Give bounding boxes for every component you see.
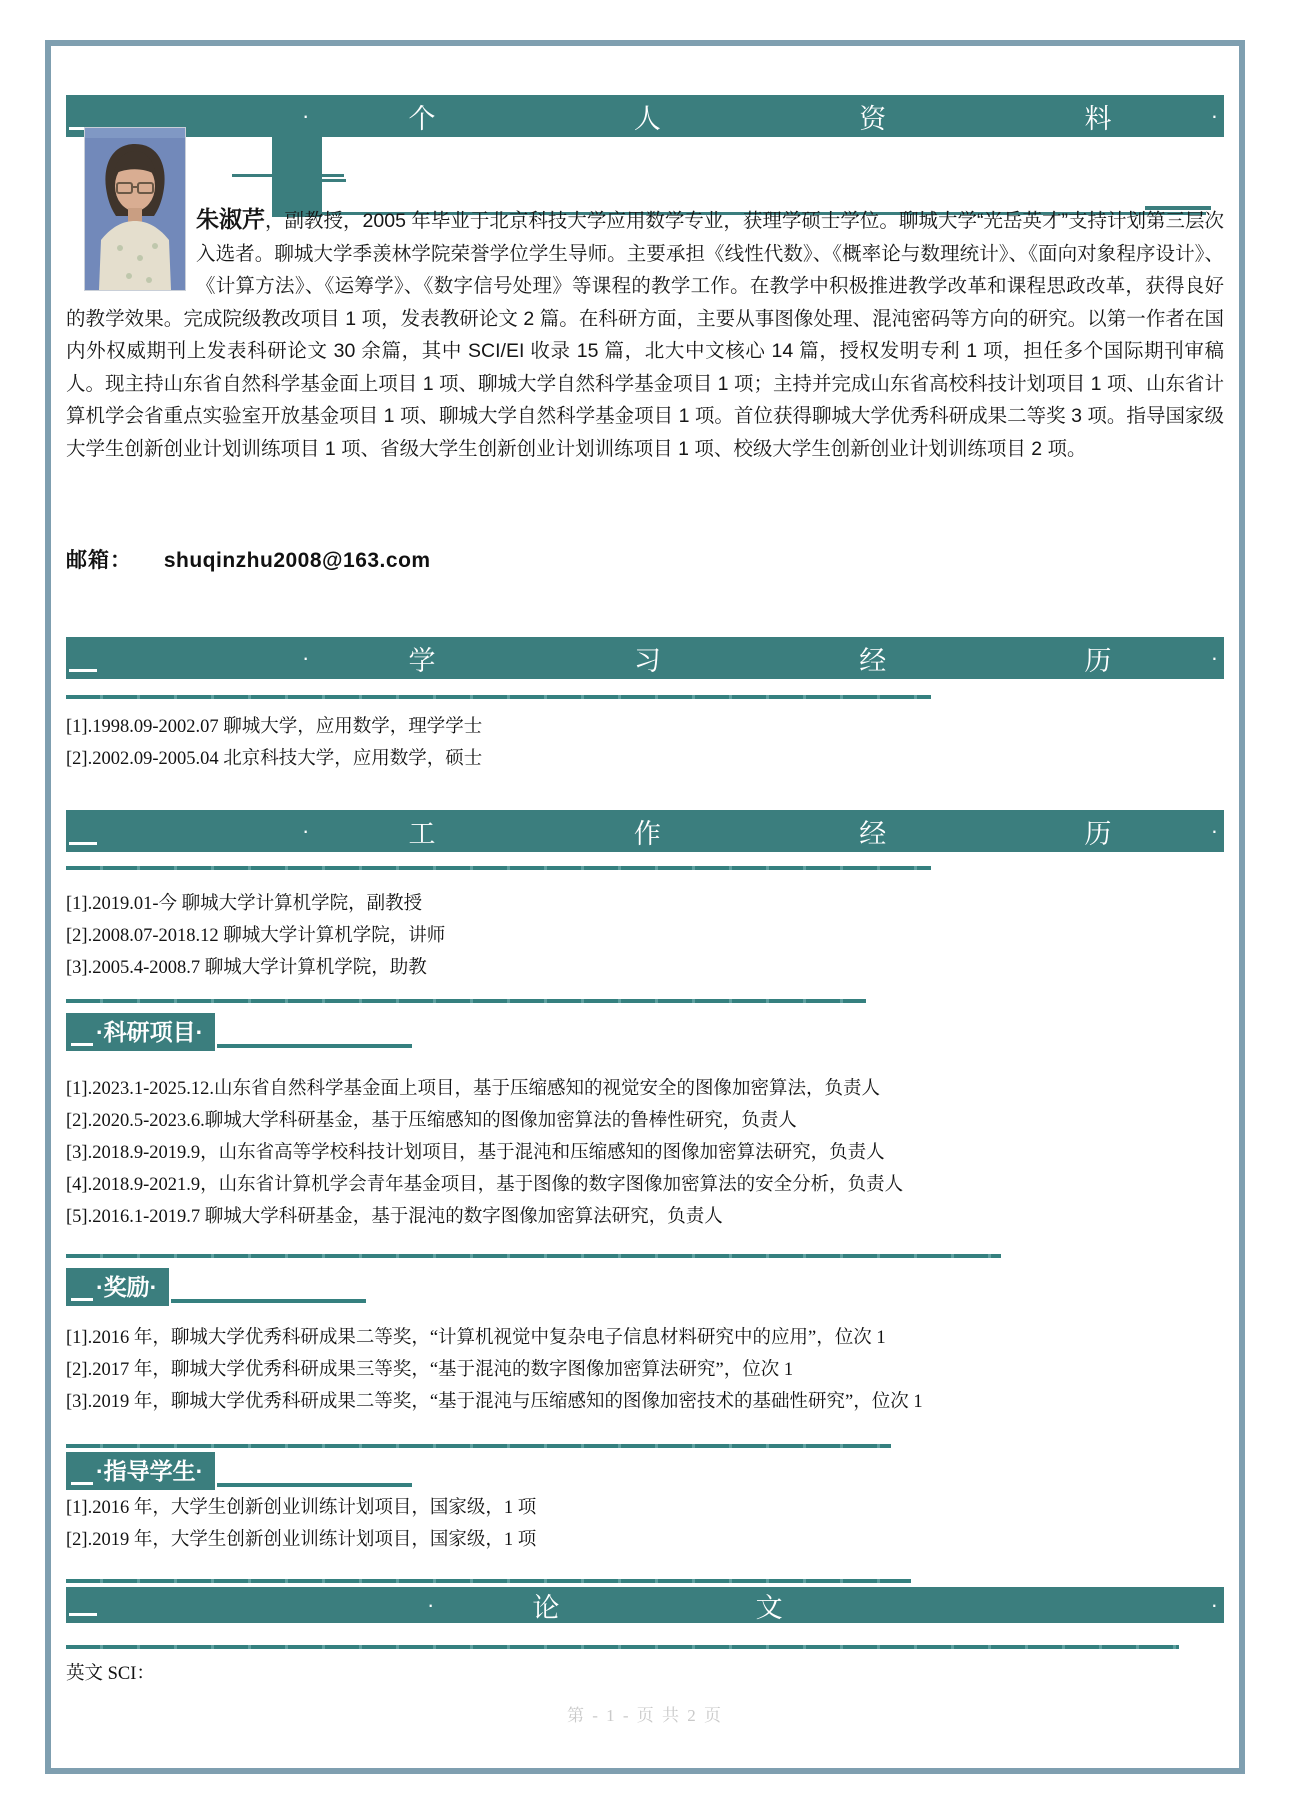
- email-value: shuqinzhu2008@163.com: [163, 549, 431, 572]
- band-char: 论: [532, 1592, 560, 1623]
- personal-info-band: [66, 95, 1224, 137]
- projects-list: [66, 1073, 1224, 1233]
- profile-section: [66, 137, 1224, 465]
- award-item: [2].2017 年，聊城大学优秀科研成果三等奖，“基于混沌的数字图像加密算法研究”，位次 1: [66, 1360, 794, 1380]
- education-item: [2].2002.09-2005.04 北京科技大学，应用数学，硕士: [66, 749, 483, 769]
- divider-line: [66, 1579, 911, 1583]
- document-page-frame: [45, 40, 1245, 1774]
- awards-list: [66, 1322, 1224, 1418]
- band-dot: ·: [427, 1592, 435, 1617]
- band-char: 经: [859, 645, 887, 676]
- page-number: 第 - 1 - 页 共 2 页: [566, 1706, 724, 1725]
- band-char: 经: [859, 818, 887, 849]
- divider-line: [66, 695, 931, 699]
- band-char: 料: [1084, 103, 1112, 134]
- band-char: 习: [633, 645, 661, 676]
- band-underscore-decoration: [69, 669, 97, 672]
- student-item: [1].2016 年，大学生创新创业训练计划项目，国家级，1 项: [66, 1498, 537, 1518]
- project-item: [5].2016.1-2019.7 聊城大学科研基金，基于混沌的数字图像加密算法研究，负责人: [66, 1207, 723, 1227]
- work-item: [3].2005.4-2008.7 聊城大学计算机学院，助教: [66, 958, 427, 978]
- divider-line: [66, 1645, 1179, 1649]
- education-band: [66, 637, 1224, 679]
- band-dot: ·: [1210, 645, 1219, 670]
- work-band: [66, 810, 1224, 852]
- band-char: 个: [408, 103, 436, 134]
- band-dot: ·: [302, 818, 310, 843]
- portrait-illustration: [85, 128, 185, 290]
- band-dot: ·: [1210, 818, 1219, 843]
- band-char: 学: [408, 645, 436, 676]
- education-list: [66, 711, 1224, 775]
- bio-paragraph: [66, 137, 1224, 465]
- projects-section-header: [66, 1013, 1224, 1051]
- bio-text: ，副教授，2005 年毕业于北京科技大学应用数学专业，获理学硕士学位。聊城大学“光岳英才”支持计划第三层次入选者。聊城大学季羡林学院荣誉学位学生导师。主要承担《线性代数》、《概率论与数理统计》、《面向对象程序设计》、《计算方法》、《运筹学》、《数字信号处理》等课程的教学工作。在教学中积极推进教学改革和课程思政改革，获得良好的教学效果。完成院级教改项目 1 项，发表教研论文 2 篇。在科研方面，主要从事图像处理、混沌密码等方向的研究。以第一作者在国内外权威期刊上发表科研论文 30 余篇，其中 SCI/EI 收录 15 篇，北大中文核心 14 篇，授权发明专利 1 项，担任多个国际期刊审稿人。现主持山东省自然科学基金面上项目 1 项、聊城大学自然科学基金项目 1 项；主持并完成山东省高校科技计划项目 1 项、山东省计算机学会省重点实验室开放基金项目 1 项、聊城大学自然科学基金项目 1 项。首位获得聊城大学优秀科研成果二等奖 3 项。指导国家级大学生创新创业计划训练项目 1 项、省级大学生创新创业计划训练项目 1 项、校级大学生创新创业计划训练项目 2 项。: [66, 210, 1224, 460]
- email-row: [66, 547, 1224, 575]
- band-char: 文: [755, 1592, 783, 1623]
- band-underscore-decoration: [69, 1613, 97, 1616]
- title-underline-decoration: [217, 1044, 412, 1048]
- student-item: [2].2019 年，大学生创新创业训练计划项目，国家级，1 项: [66, 1530, 537, 1550]
- page-content: [51, 46, 1239, 1768]
- project-item: [3].2018.9-2019.9，山东省高等学校科技计划项目，基于混沌和压缩感知的图像加密算法研究，负责人: [66, 1143, 885, 1163]
- work-item: [2].2008.07-2018.12 聊城大学计算机学院，讲师: [66, 926, 446, 946]
- band-char: 历: [1084, 818, 1112, 849]
- papers-band: [66, 1587, 1224, 1623]
- english-sci-label: 英文 SCI：: [66, 1664, 155, 1684]
- divider-line: [66, 1444, 891, 1448]
- band-char: 人: [633, 103, 661, 134]
- title-underline-decoration: [217, 1483, 412, 1487]
- project-item: [4].2018.9-2021.9，山东省计算机学会青年基金项目，基于图像的数字图像加密算法的安全分析，负责人: [66, 1175, 904, 1195]
- work-list: [66, 888, 1224, 984]
- students-title: ·指导学生·: [66, 1452, 215, 1490]
- divider-line: [66, 999, 866, 1003]
- work-item: [1].2019.01-今 聊城大学计算机学院，副教授: [66, 894, 423, 914]
- band-char: 工: [408, 818, 436, 849]
- students-section-header: [66, 1452, 1224, 1490]
- education-item: [1].1998.09-2002.07 聊城大学，应用数学，理学学士: [66, 717, 483, 737]
- band-dot: ·: [1210, 103, 1219, 128]
- person-name: 朱淑芹: [196, 206, 266, 232]
- students-list: [66, 1492, 1224, 1556]
- award-item: [3].2019 年，聊城大学优秀科研成果二等奖，“基于混沌与压缩感知的图像加密技术的基础性研究”，位次 1: [66, 1392, 923, 1412]
- award-item: [1].2016 年，聊城大学优秀科研成果二等奖，“计算机视觉中复杂电子信息材料研究中的应用”，位次 1: [66, 1328, 886, 1348]
- band-dot: ·: [1210, 1592, 1218, 1617]
- band-char: 历: [1084, 645, 1112, 676]
- divider-line: [66, 1254, 1001, 1258]
- band-dot: ·: [302, 103, 310, 128]
- projects-title: ·科研项目·: [66, 1013, 215, 1051]
- project-item: [1].2023.1-2025.12.山东省自然科学基金面上项目，基于压缩感知的视觉安全的图像加密算法，负责人: [66, 1079, 880, 1099]
- title-underline-decoration: [171, 1299, 366, 1303]
- awards-title: ·奖励·: [66, 1268, 169, 1306]
- divider-line: [66, 866, 931, 870]
- band-underscore-decoration: [69, 842, 97, 845]
- band-dot: ·: [302, 645, 310, 670]
- band-char: 资: [859, 103, 887, 134]
- awards-section-header: [66, 1268, 1224, 1306]
- profile-photo: [85, 128, 185, 290]
- email-label: 邮箱：: [66, 549, 132, 572]
- project-item: [2].2020.5-2023.6.聊城大学科研基金，基于压缩感知的图像加密算法的鲁棒性研究，负责人: [66, 1111, 797, 1131]
- band-char: 作: [633, 818, 661, 849]
